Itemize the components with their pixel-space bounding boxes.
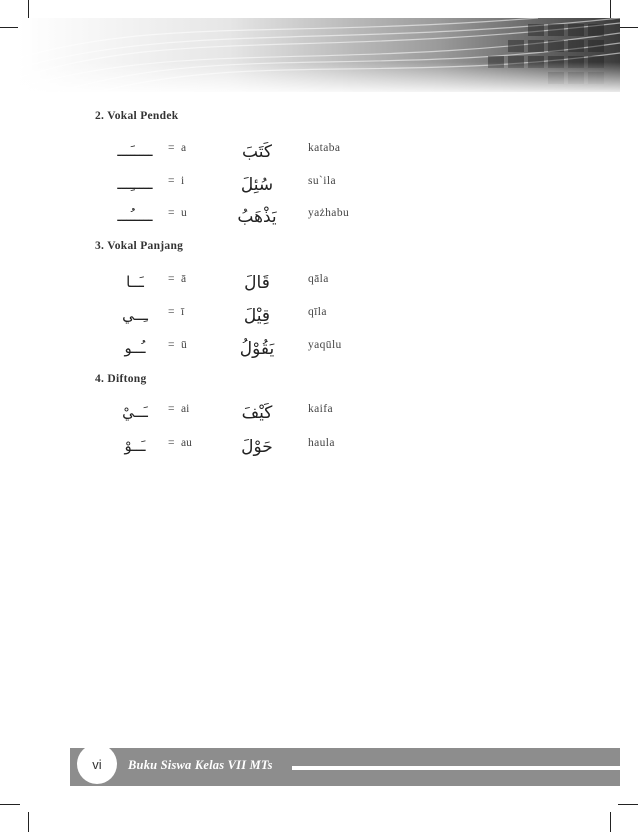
latin-equivalent: a <box>181 142 187 154</box>
crop-mark <box>0 804 20 805</box>
section-title-vokal-pendek: 2. Vokal Pendek <box>95 110 179 122</box>
equals-sign: = <box>168 142 175 154</box>
crop-mark <box>0 27 20 28</box>
transliteration: su`ila <box>308 175 336 187</box>
vowel-mark: ـــــَـــ <box>117 142 153 160</box>
table-row <box>0 437 638 461</box>
arabic-example: حَوْلَ <box>241 437 273 457</box>
equals-sign: = <box>168 306 175 318</box>
header-banner <box>18 18 620 92</box>
transliteration: kaifa <box>308 403 333 415</box>
transliteration: yażhabu <box>308 207 350 219</box>
section-title-vokal-panjang: 3. Vokal Panjang <box>95 240 184 252</box>
transliteration: haula <box>308 437 335 449</box>
crop-mark <box>610 0 611 18</box>
equals-sign: = <box>168 437 175 449</box>
crop-mark <box>618 27 638 28</box>
equals-sign: = <box>168 207 175 219</box>
section-title-diftong: 4. Diftong <box>95 373 147 385</box>
table-row <box>0 339 638 363</box>
footer-book-title: Buku Siswa Kelas VII MTs <box>128 758 273 772</box>
table-row <box>0 273 638 297</box>
vowel-mark: ـَــوْ <box>124 437 146 455</box>
equals-sign: = <box>168 403 175 415</box>
latin-equivalent: ī <box>181 306 185 318</box>
table-row <box>0 207 638 231</box>
vowel-mark: ـَــيْ <box>122 403 148 421</box>
table-row <box>0 175 638 199</box>
arabic-example: يَذْهَبُ <box>237 207 277 227</box>
arabic-example: قِيْلَ <box>243 306 271 326</box>
latin-equivalent: u <box>181 207 187 219</box>
vowel-mark: ـِــي <box>122 306 148 324</box>
vowel-mark: ـُــو <box>124 339 146 357</box>
arabic-example: سُئِلَ <box>240 175 274 195</box>
table-row <box>0 403 638 427</box>
transliteration: yaqūlu <box>308 339 342 351</box>
arabic-example: قَالَ <box>244 273 270 293</box>
arabic-example: كَيْفَ <box>241 403 273 423</box>
vowel-mark: ـــــُـــ <box>117 207 153 225</box>
arabic-example: يَقُوْلُ <box>239 339 275 359</box>
crop-mark <box>28 0 29 18</box>
footer-stripe <box>292 766 620 770</box>
table-row <box>0 142 638 166</box>
transliteration: kataba <box>308 142 341 154</box>
crop-mark <box>610 812 611 832</box>
vowel-mark: ـَــا <box>126 273 144 291</box>
transliteration: qīla <box>308 306 327 318</box>
latin-equivalent: ai <box>181 403 190 415</box>
equals-sign: = <box>168 273 175 285</box>
crop-mark <box>618 804 638 805</box>
latin-equivalent: ū <box>181 339 187 351</box>
page-number-text: vi <box>92 756 102 772</box>
equals-sign: = <box>168 339 175 351</box>
arabic-example: كَتَبَ <box>242 142 272 162</box>
vowel-mark: ـــــِـــ <box>117 175 153 193</box>
latin-equivalent: ā <box>181 273 187 285</box>
page-number <box>77 744 117 784</box>
transliteration: qāla <box>308 273 329 285</box>
latin-equivalent: au <box>181 437 192 449</box>
crop-mark <box>28 812 29 832</box>
latin-equivalent: i <box>181 175 185 187</box>
table-row <box>0 306 638 330</box>
equals-sign: = <box>168 175 175 187</box>
